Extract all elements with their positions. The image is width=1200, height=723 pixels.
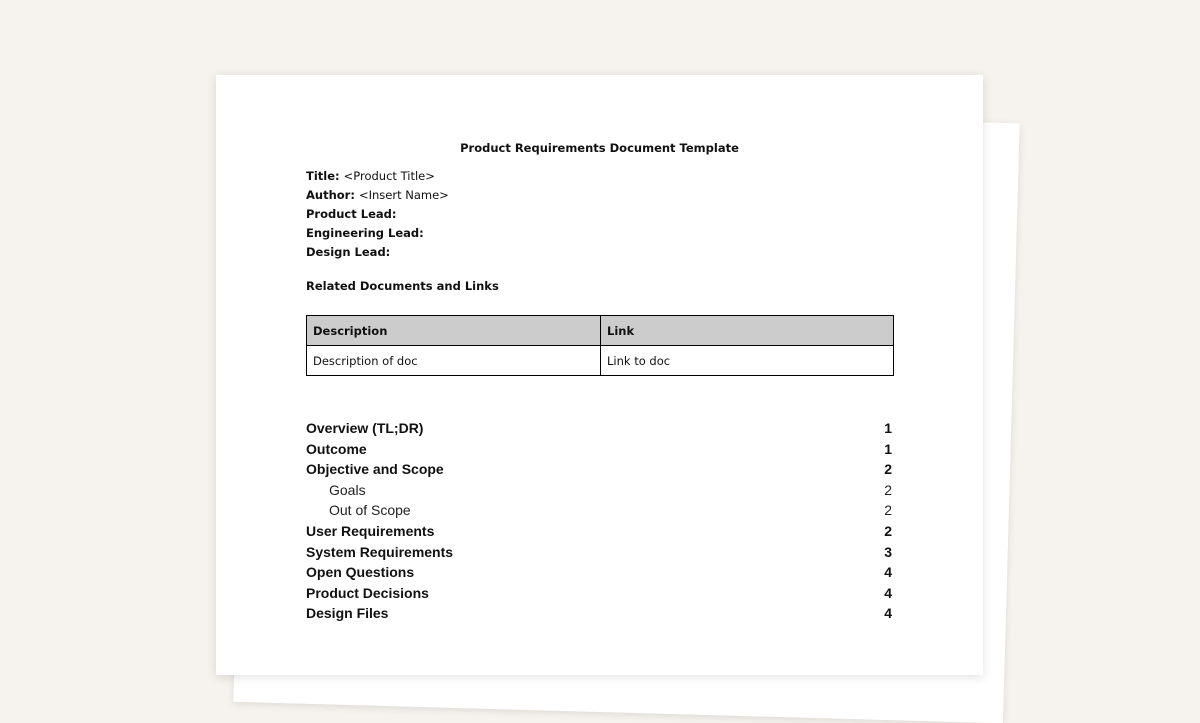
toc-subentry[interactable] <box>306 500 894 521</box>
table-row <box>307 346 894 376</box>
meta-engineering-lead-row <box>306 224 449 243</box>
toc-entry-page: 2 <box>884 522 892 539</box>
toc-entry-page: 4 <box>884 564 892 581</box>
toc-entry[interactable] <box>306 521 894 542</box>
meta-key: Author: <box>306 188 355 202</box>
meta-key: Engineering Lead: <box>306 226 424 240</box>
meta-key: Design Lead: <box>306 245 391 259</box>
toc-entry-label: Overview (TL;DR) <box>306 420 424 436</box>
related-docs-table <box>306 315 894 376</box>
toc-entry-page: 3 <box>884 543 892 560</box>
toc-entry-page: 2 <box>884 461 892 478</box>
toc-entry[interactable] <box>306 542 894 563</box>
toc-entry-label: User Requirements <box>306 522 435 539</box>
meta-design-lead-row <box>306 243 449 262</box>
toc-entry-page: 4 <box>884 584 892 601</box>
toc-entry[interactable] <box>306 603 894 624</box>
toc-entry-label: Design Files <box>306 605 389 622</box>
toc-entry-label: Out of Scope <box>329 502 411 519</box>
toc-entry-page: 1 <box>884 420 892 436</box>
toc-entry[interactable] <box>306 583 894 604</box>
meta-key: Title: <box>306 169 340 183</box>
toc-subentry[interactable] <box>306 480 894 501</box>
toc-entry-label: Objective and Scope <box>306 461 444 478</box>
toc-entry[interactable] <box>306 459 894 480</box>
toc-entry[interactable] <box>306 418 894 439</box>
column-header-link: Link <box>601 316 894 346</box>
toc-entry-page: 2 <box>884 481 892 498</box>
meta-title-row <box>306 167 449 186</box>
document-meta <box>306 167 449 262</box>
meta-value: <Product Title> <box>343 169 435 183</box>
toc-entry[interactable] <box>306 562 894 583</box>
toc-entry-label: Open Questions <box>306 564 415 581</box>
meta-value: <Insert Name> <box>358 188 449 202</box>
meta-product-lead-row <box>306 205 449 224</box>
toc-entry-label: System Requirements <box>306 543 454 560</box>
toc-entry-label: Product Decisions <box>306 584 429 601</box>
related-docs-heading: Related Documents and Links <box>306 279 499 293</box>
column-header-description: Description <box>307 316 601 346</box>
toc-entry-label: Outcome <box>306 440 367 457</box>
toc-entry[interactable] <box>306 439 894 460</box>
toc-entry-label: Goals <box>329 481 366 498</box>
table-header-row <box>307 316 894 346</box>
table-cell-description: Description of doc <box>307 346 601 376</box>
toc-entry-page: 2 <box>884 502 892 519</box>
meta-key: Product Lead: <box>306 207 397 221</box>
toc-entry-page: 4 <box>884 605 892 622</box>
meta-author-row <box>306 186 449 205</box>
document-page <box>216 75 983 675</box>
toc-entry-page: 1 <box>884 440 892 457</box>
table-cell-link[interactable]: Link to doc <box>601 346 894 376</box>
document-title: Product Requirements Document Template <box>460 141 739 155</box>
table-of-contents <box>306 418 894 624</box>
